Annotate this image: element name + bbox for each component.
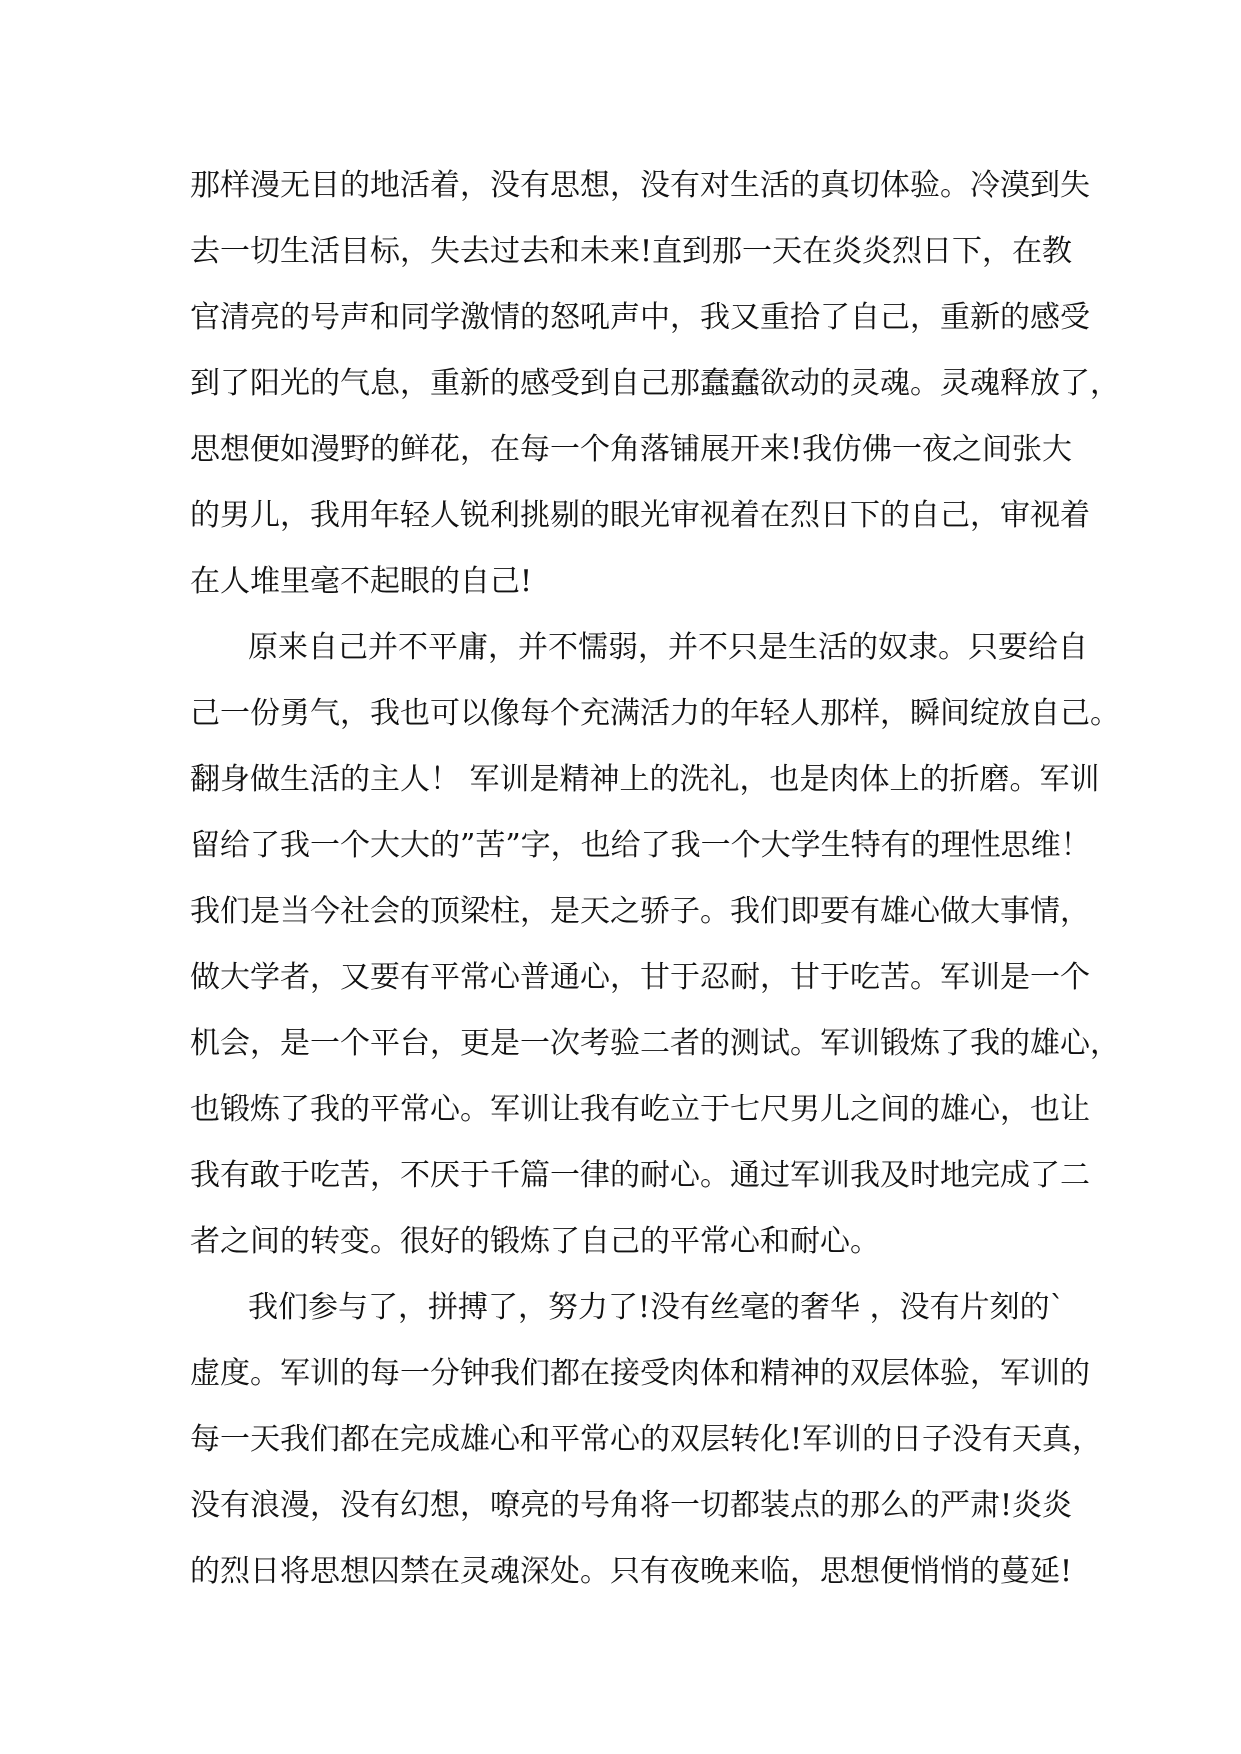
text-line: 己一份勇气，我也可以像每个充满活力的年轻人那样，瞬间绽放自己。 [190,696,1120,731]
text-line: 也锻炼了我的平常心。军训让我有屹立于七尺男儿之间的雄心，也让 [190,1092,1090,1127]
text-line: 到了阳光的气息，重新的感受到自己那蠢蠢欲动的灵魂。灵魂释放了， [190,366,1120,401]
text-line: 做大学者，又要有平常心普通心，甘于忍耐，甘于吃苦。军训是一个 [190,960,1090,995]
text-line: 思想便如漫野的鲜花，在每一个角落铺展开来!我仿佛一夜之间张大 [190,432,1073,467]
text-line: 去一切生活目标，失去过去和未来!直到那一天在炎炎烈日下，在教 [190,234,1073,269]
text-line: 那样漫无目的地活着，没有思想，没有对生活的真切体验。冷漠到失 [190,168,1090,203]
text-line: 翻身做生活的主人！ 军训是精神上的洗礼，也是肉体上的折磨。军训 [190,762,1100,797]
text-line: 没有浪漫，没有幻想，嘹亮的号角将一切都装点的那么的严肃!炎炎 [190,1488,1073,1523]
text-line: 我们是当今社会的顶梁柱，是天之骄子。我们即要有雄心做大事情， [190,894,1090,929]
paragraph-first-line: 我们参与了，拼搏了，努力了!没有丝毫的奢华 ，没有片刻的` [248,1290,1065,1325]
paragraph-first-line: 原来自己并不平庸，并不懦弱，并不只是生活的奴隶。只要给自 [248,630,1088,665]
text-line: 在人堆里毫不起眼的自己! [190,564,533,599]
text-line: 每一天我们都在完成雄心和平常心的双层转化!军训的日子没有天真， [190,1422,1103,1457]
text-line: 官清亮的号声和同学激情的怒吼声中，我又重拾了自己，重新的感受 [190,300,1090,335]
text-line: 机会，是一个平台，更是一次考验二者的测试。军训锻炼了我的雄心， [190,1026,1120,1061]
text-line: 我有敢于吃苦，不厌于千篇一律的耐心。通过军训我及时地完成了二 [190,1158,1090,1193]
text-line: 者之间的转变。很好的锻炼了自己的平常心和耐心。 [190,1224,880,1259]
text-line: 虚度。军训的每一分钟我们都在接受肉体和精神的双层体验，军训的 [190,1356,1090,1391]
text-line: 的烈日将思想囚禁在灵魂深处。只有夜晚来临，思想便悄悄的蔓延! [190,1554,1073,1589]
text-line: 留给了我一个大大的”苦”字，也给了我一个大学生特有的理性思维！ [190,828,1091,863]
text-line: 的男儿，我用年轻人锐利挑剔的眼光审视着在烈日下的自己，审视着 [190,498,1090,533]
